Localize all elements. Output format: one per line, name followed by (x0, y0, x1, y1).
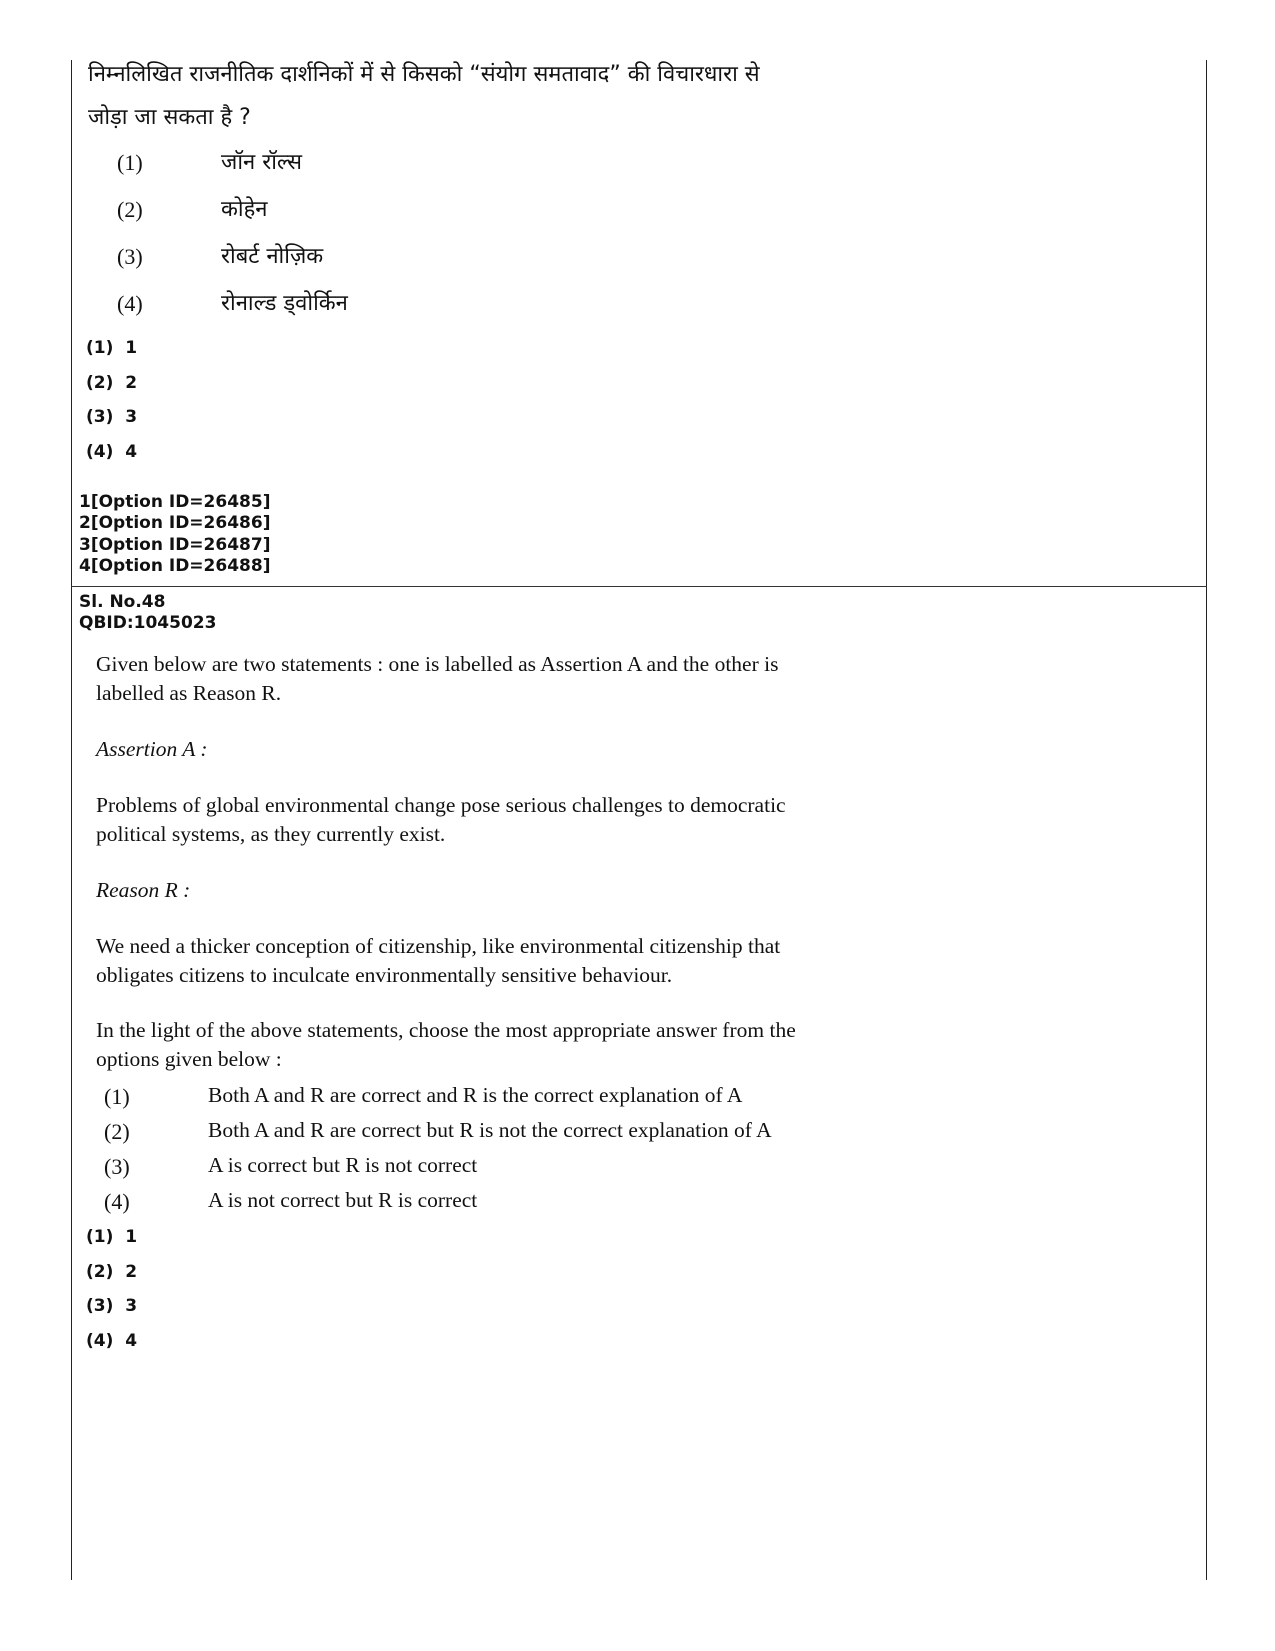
q47-option-id-4: 4[Option ID=26488] (79, 556, 271, 576)
q48-option-text: A is correct but R is not correct (208, 1153, 478, 1177)
q47-option-id-3: 3[Option ID=26487] (79, 535, 271, 555)
q48-intro-line-2: labelled as Reason R. (96, 681, 282, 705)
q48-option-number: (1) (104, 1084, 130, 1109)
q48-option-text: A is not correct but R is correct (208, 1188, 478, 1212)
q47-option-id-2: 2[Option ID=26486] (79, 513, 271, 533)
q48-instruction-line-1: In the light of the above statements, choose the most appropriate answer from the (96, 1018, 796, 1042)
q47-option-number: (1) (117, 150, 143, 175)
q48-reason-label: Reason R : (96, 878, 191, 902)
q47-answer-2: (2) 2 (86, 373, 138, 393)
q48-answer-2: (2) 2 (86, 1262, 138, 1282)
q47-option-number: (3) (117, 244, 143, 269)
q48-option-text: Both A and R are correct and R is the correct explanation of A (208, 1083, 743, 1107)
q48-assertion-line-1: Problems of global environmental change pose serious challenges to democratic (96, 793, 786, 817)
q48-qbid: QBID:1045023 (79, 613, 217, 633)
q48-answer-4: (4) 4 (86, 1331, 138, 1351)
q47-option-text: रोबर्ट नोज़िक (221, 244, 324, 269)
question-divider (71, 586, 1207, 587)
q47-answer-1: (1) 1 (86, 338, 138, 358)
q47-option-text: कोहेन (221, 197, 268, 222)
q47-answer-3: (3) 3 (86, 407, 138, 427)
q48-intro-line-1: Given below are two statements : one is labelled as Assertion A and the other is (96, 652, 779, 676)
q47-answer-4: (4) 4 (86, 442, 138, 462)
q47-question-line-1: निम्नलिखित राजनीतिक दार्शनिकों में से किसको “संयोग समतावाद” की विचारधारा से (88, 62, 760, 87)
q48-assertion-label: Assertion A : (96, 737, 208, 761)
q47-option-id-1: 1[Option ID=26485] (79, 492, 271, 512)
q48-reason-line-1: We need a thicker conception of citizenship, like environmental citizenship that (96, 934, 781, 958)
q48-instruction-line-2: options given below : (96, 1047, 282, 1071)
q47-option-number: (4) (117, 291, 143, 316)
q48-option-number: (3) (104, 1154, 130, 1179)
q48-option-number: (4) (104, 1189, 130, 1214)
q47-option-text: रोनाल्ड ड्वोर्किन (221, 291, 348, 316)
q48-answer-1: (1) 1 (86, 1227, 138, 1247)
q48-assertion-line-2: political systems, as they currently exist. (96, 822, 446, 846)
q47-question-line-2: जोड़ा जा सकता है ? (88, 105, 251, 130)
q48-answer-3: (3) 3 (86, 1296, 138, 1316)
q48-reason-line-2: obligates citizens to inculcate environmentally sensitive behaviour. (96, 963, 673, 987)
q48-serial-number: Sl. No.48 (79, 592, 166, 612)
q47-option-number: (2) (117, 197, 143, 222)
q48-option-text: Both A and R are correct but R is not the correct explanation of A (208, 1118, 772, 1142)
q48-option-number: (2) (104, 1119, 130, 1144)
q47-option-text: जॉन रॉल्स (221, 150, 302, 175)
